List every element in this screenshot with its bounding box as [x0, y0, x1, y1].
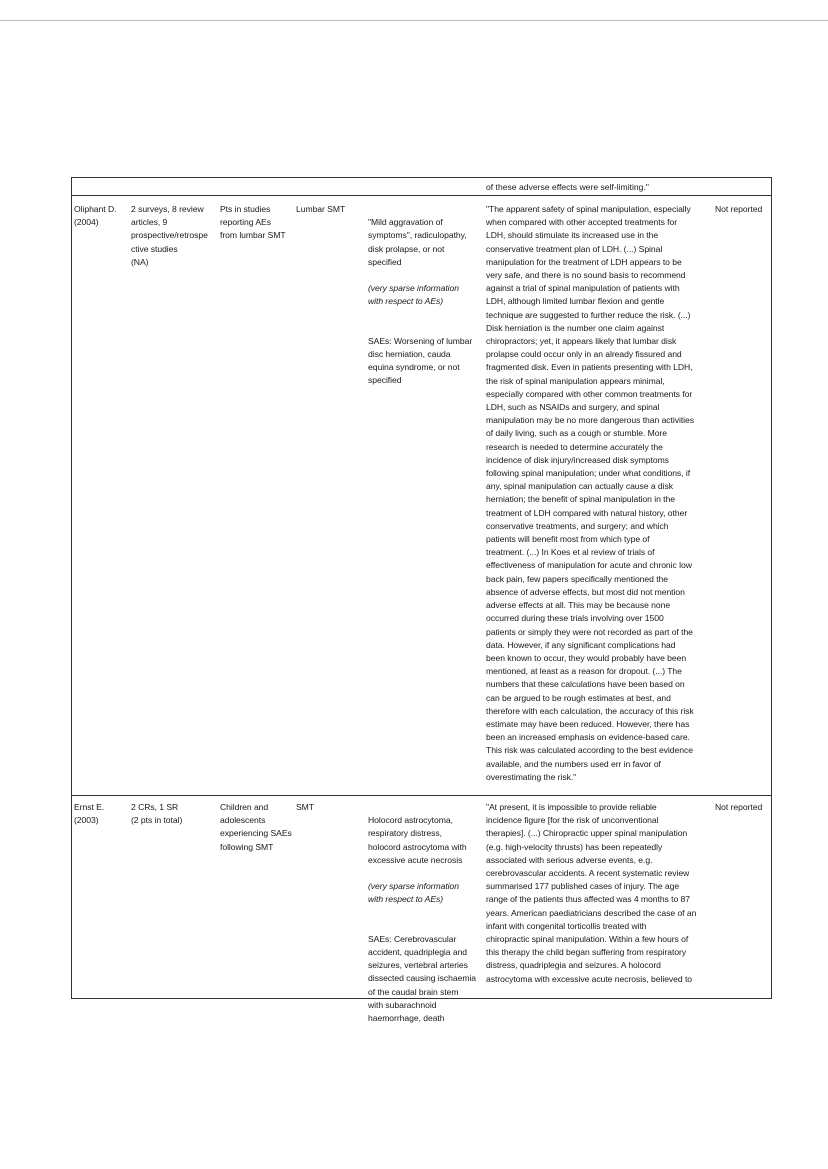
author-cell: Ernst E. (2003) — [74, 802, 105, 826]
row-divider — [71, 195, 772, 196]
last-column-cell: Not reported — [715, 802, 763, 812]
intervention-cell: Lumbar SMT — [296, 204, 346, 214]
sources-cell: 2 CRs, 1 SR (2 pts in total) — [131, 802, 183, 826]
page-top-rule — [0, 20, 828, 21]
sources-cell: 2 surveys, 8 review articles, 9 prospective/retrospe ctive studies (NA) — [131, 204, 208, 267]
last-column-cell: Not reported — [715, 204, 763, 214]
author-cell: Oliphant D. (2004) — [74, 204, 117, 228]
continued-quote-text: of these adverse effects were self-limiting." — [486, 182, 649, 192]
intervention-cell: SMT — [296, 802, 314, 812]
serious-adverse-events: SAEs: Worsening of lumbar disc herniation, cauda equina syndrome, or not specified — [368, 335, 473, 386]
serious-adverse-events: SAEs: Cerebrovascular accident, quadriplegia and seizures, vertebral arteries dissected causing ischaemia of the caudal brain stem with subarachnoid haemorrhage, death — [368, 933, 477, 1024]
adverse-events-main: "Mild aggravation of symptoms", radiculopathy, disk prolapse, or not specified — [368, 217, 467, 267]
row-divider — [71, 795, 772, 796]
adverse-events-main: Holocord astrocytoma, respiratory distress, holocord astrocytoma with excessive acute necrosis — [368, 815, 467, 865]
population-cell: Pts in studies reporting AEs from lumbar SMT — [220, 204, 286, 241]
conclusion-quote-cell: "The apparent safety of spinal manipulation, especially when compared with other accepted treatments for LDH, should stimulate its increased use in the conservative treatment plan of LDH. (...) Spinal manipulation for the treatment of LDH appears to be very safe, and there is no sound basis to recommend against a trial of spinal manipulation of patients with LDH, although limited lumbar flexion and gentle technique are suggested to further reduce the risk. (...) Disk herniation is the number one claim against chiropractors; yet, it appears likely that lumbar disk prolapse could occur only in an already fissured and fragmented disk. Even in patients presenting with LDH, the risk of spinal manipulation appears minimal, especially compared with other common treatments for LDH, such as NSAIDs and surgery, and spinal manipulation may be no more dangerous than activities of daily living, such as a cough or stumble. More research is needed to determine accurately the incidence of disk injury/increased disk symptoms following spinal manipulation; under what conditions, if any, spinal manipulation can actually cause a disk herniation; the benefit of spinal manipulation in the treatment of LDH compared with natural history, other conservative treatments, and surgery; and which patients will benefit most from which type of treatment. (...) In Koes et al review of trials of effectiveness of manipulation for acute and chronic low back pain, few papers specifically mentioned the absence of adverse effects, but most did not mention adverse effects at all. This may be because none occurred during these trials involving over 1500 patients or simply they were not recorded as part of the data. However, if any significant complications had been known to occur, they would probably have been mentioned, at least as a reason for dropout. (...) The numbers that these calculations have been based on can be argued to be rough estimates at best, and therefore with each calculation, the accuracy of this risk estimate may have been reduced. However, there has been an increased emphasis on evidence-based care. This risk was calculated according to the best evidence available, and the numbers used err in favor of overestimating the risk." — [486, 204, 695, 782]
population-cell: Children and adolescents experiencing SAEs following SMT — [220, 802, 292, 852]
adverse-events-cell — [368, 801, 483, 1038]
conclusion-quote-cell: "At present, it is impossible to provide reliable incidence figure [for the risk of unconventional therapies]. (...) Chiropractic upper spinal manipulation (e.g. high-velocity thrusts) has been repeatedly associated with serious adverse events, e.g. cerebrovascular accidents. A recent systematic review summarised 177 published cases of injury. The age range of the patients thus affected was 4 months to 87 years. American paediatricians described the case of an infant with congenital torticollis treated with chiropractic spinal manipulation. Within a few hours of this therapy the child began suffering from respiratory distress, quadriplegia and seizures. A holocord astrocytoma with excessive acute necrosis, believed to — [486, 802, 697, 984]
adverse-events-note: (very sparse information with respect to AEs) — [368, 283, 459, 307]
adverse-events-note: (very sparse information with respect to AEs) — [368, 881, 459, 905]
adverse-events-cell — [368, 203, 483, 401]
